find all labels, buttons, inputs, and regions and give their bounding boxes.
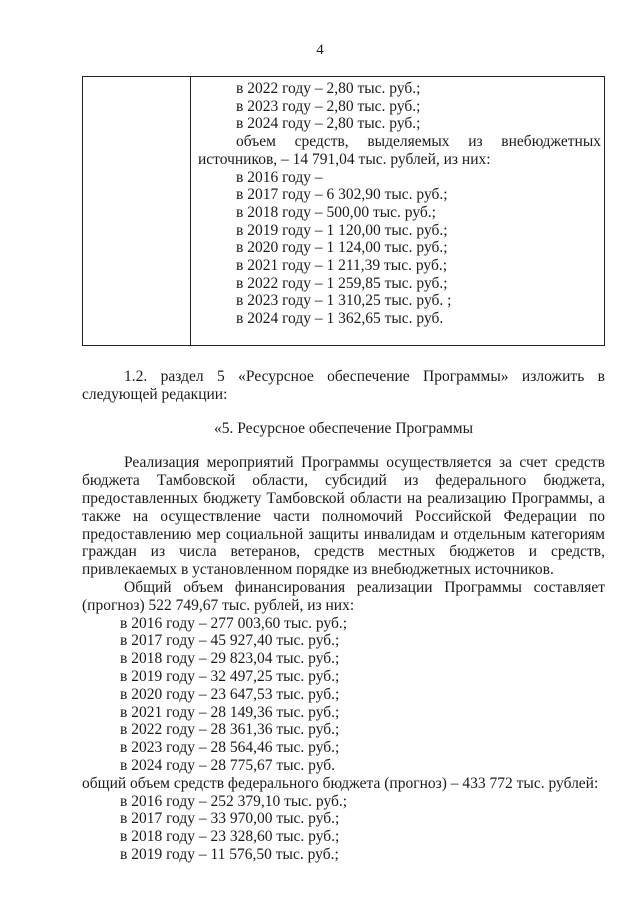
section-title: «5. Ресурсное обеспечение Программы — [213, 419, 474, 437]
total-funding-paragraph: Общий объем финансирования реализации Программы составляет (прогноз) 522 749,67 тыс. рублей, из них: — [82, 578, 605, 614]
table-year-line: в 2019 году – 1 120,00 тыс. руб.; — [236, 221, 448, 239]
total-year-line: в 2020 году – 23 647,53 тыс. руб.; — [120, 685, 340, 703]
extra-budget-funds-total: источников, – 14 791,04 тыс. рублей, из них: — [198, 150, 491, 168]
federal-budget-total: общий объем средств федерального бюджета (прогноз) – 433 772 тыс. рублей: — [82, 774, 599, 792]
table-funding-cell — [198, 80, 601, 328]
table-year-line: в 2023 году – 2,80 тыс. руб.; — [236, 97, 421, 115]
federal-year-line: в 2019 году – 11 576,50 тыс. руб.; — [120, 845, 339, 863]
table-year-line: в 2017 году – 6 302,90 тыс. руб.; — [236, 186, 448, 204]
table-year-line: в 2018 году – 500,00 тыс. руб.; — [236, 203, 436, 221]
total-year-line: в 2016 году – 277 003,60 тыс. руб.; — [120, 614, 348, 632]
table-column-divider — [190, 76, 191, 346]
table-year-line: в 2022 году – 1 259,85 тыс. руб.; — [236, 274, 448, 292]
extra-budget-funds-line: объем средств, выделяемых из внебюджетных — [236, 133, 601, 151]
total-year-line: в 2024 году – 28 775,67 тыс. руб. — [120, 756, 336, 774]
total-year-line: в 2017 году – 45 927,40 тыс. руб.; — [120, 632, 340, 650]
federal-year-line: в 2017 году – 33 970,00 тыс. руб.; — [120, 810, 340, 828]
total-year-line: в 2022 году – 28 361,36 тыс. руб.; — [120, 721, 340, 739]
funding-sources-paragraph: Реализация мероприятий Программы осуществляется за счет средств бюджета Тамбовской области, субсидий из федерального бюджета, предоставленных бюджету Тамбовской области на реализацию Программы, а также на осуществление части полномочий Российской Федерации по предоставлению мер социальной защиты инвалидам и отдельным категориям граждан из числа ветеранов, средств местных бюджетов и средств, привлекаемых в установленном порядке из внебюджетных источников. — [82, 454, 605, 579]
document-body — [82, 368, 605, 864]
total-year-line: в 2023 году – 28 564,46 тыс. руб.; — [120, 739, 340, 757]
table-year-line: в 2020 году – 1 124,00 тыс. руб.; — [236, 239, 448, 257]
table-year-line: в 2023 году – 1 310,25 тыс. руб. ; — [236, 292, 452, 310]
table-year-line: в 2024 году – 1 362,65 тыс. руб. — [236, 310, 444, 328]
page-number: 4 — [316, 42, 324, 58]
table-year-line: в 2022 году – 2,80 тыс. руб.; — [236, 80, 421, 97]
total-year-line: в 2021 году – 28 149,36 тыс. руб.; — [120, 703, 340, 721]
table-year-line: в 2024 году – 2,80 тыс. руб.; — [236, 115, 421, 133]
total-year-line: в 2018 году – 29 823,04 тыс. руб.; — [120, 650, 340, 668]
table-year-line: в 2016 году – — [236, 168, 323, 186]
total-year-line: в 2019 году – 32 497,25 тыс. руб.; — [120, 667, 340, 685]
federal-year-line: в 2018 году – 23 328,60 тыс. руб.; — [120, 828, 340, 846]
table-year-line: в 2021 году – 1 211,39 тыс. руб.; — [236, 257, 448, 275]
amendment-item-continuation: следующей редакции: — [82, 385, 228, 403]
federal-year-line: в 2016 году – 252 379,10 тыс. руб.; — [120, 792, 348, 810]
amendment-item-line: 1.2. раздел 5 «Ресурсное обеспечение Программы» изложить в — [124, 368, 605, 385]
